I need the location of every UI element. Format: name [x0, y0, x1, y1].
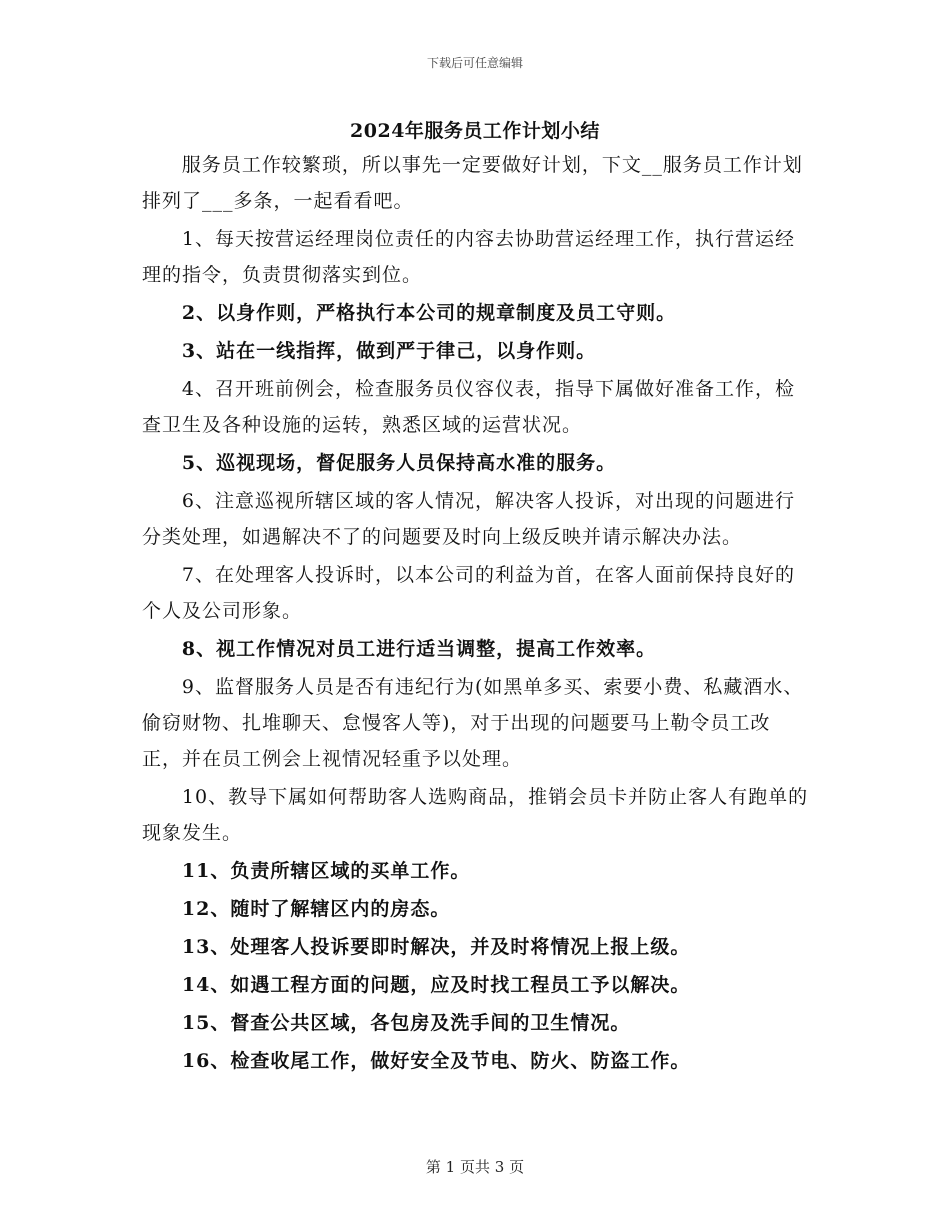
paragraph-14: 14、如遇工程方面的问题，应及时找工程员工予以解决。: [181, 974, 691, 996]
paragraph-6: 6、注意巡视所辖区域的客人情况，解决客人投诉，对出现的问题进行分类处理，如遇解决不了的问题要及时向上级反映并请示解决办法。: [142, 490, 795, 548]
paragraph-7: 7、在处理客人投诉时，以本公司的利益为首，在客人面前保持良好的个人及公司形象。: [142, 564, 795, 622]
paragraph-1: 1、每天按营运经理岗位责任的内容去协助营运经理工作，执行营运经理的指令，负责贯彻落实到位。: [142, 228, 795, 286]
paragraph-12: 12、随时了解辖区内的房态。: [181, 898, 451, 920]
paragraph-8: 8、视工作情况对员工进行适当调整，提高工作效率。: [181, 638, 657, 660]
document-title: 2024年服务员工作计划小结: [350, 120, 600, 142]
paragraph-13: 13、处理客人投诉要即时解决，并及时将情况上报上级。: [181, 936, 691, 958]
paragraph-intro: 服务员工作较繁琐，所以事先一定要做好计划，下文__服务员工作计划排列了___多条，一起看看吧。: [142, 154, 803, 212]
paragraph-4: 4、召开班前例会，检查服务员仪容仪表，指导下属做好准备工作，检查卫生及各种设施的运转，熟悉区域的运营状况。: [142, 378, 795, 436]
paragraph-10: 10、教导下属如何帮助客人选购商品，推销会员卡并防止客人有跑单的现象发生。: [142, 786, 809, 844]
paragraph-11: 11、负责所辖区域的买单工作。: [181, 860, 471, 882]
paragraph-15: 15、督查公共区域，各包房及洗手间的卫生情况。: [181, 1012, 631, 1034]
page-number-footer: 第 1 页共 3 页: [425, 1158, 525, 1176]
paragraph-5: 5、巡视现场，督促服务人员保持高水准的服务。: [181, 452, 617, 474]
document-body: [142, 147, 810, 1081]
paragraph-16: 16、检查收尾工作，做好安全及节电、防火、防盗工作。: [181, 1050, 691, 1072]
paragraph-2: 2、以身作则，严格执行本公司的规章制度及员工守则。: [181, 302, 677, 324]
paragraph-9: 9、监督服务人员是否有违纪行为(如黑单多买、索要小费、私藏酒水、偷窃财物、扎堆聊天、怠慢客人等)，对于出现的问题要马上勒令员工改正，并在员工例会上视情况轻重予以处理。: [142, 676, 804, 770]
header-note: 下载后可任意编辑: [426, 56, 523, 70]
paragraph-3: 3、站在一线指挥，做到严于律己，以身作则。: [181, 340, 597, 362]
